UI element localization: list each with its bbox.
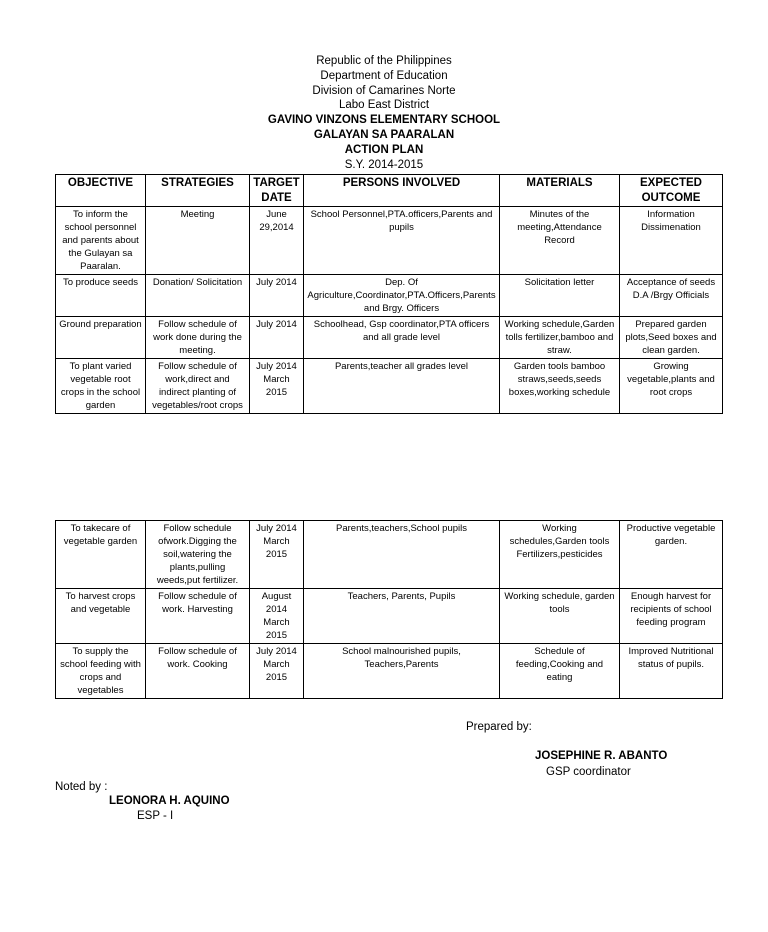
cell-target-date: July 2014 xyxy=(250,317,304,359)
cell-objective: To inform the school personnel and parents about the Gulayan sa Paaralan. xyxy=(56,207,146,275)
cell-persons-involved: School Personnel,PTA.officers,Parents and pupils xyxy=(304,207,500,275)
table-row xyxy=(56,359,723,414)
table-row xyxy=(56,589,723,644)
cell-expected-outcome: Improved Nutritional status of pupils. xyxy=(620,644,723,699)
action-plan-table-part2 xyxy=(55,520,723,699)
column-header-objective: OBJECTIVE xyxy=(56,175,146,207)
cell-expected-outcome: Information Dissimenation xyxy=(620,207,723,275)
column-header-persons-involved: PERSONS INVOLVED xyxy=(304,175,500,207)
school-year: S.Y. 2014-2015 xyxy=(344,158,424,171)
noter-name: LEONORA H. AQUINO xyxy=(109,795,230,807)
cell-strategies: Follow schedule of work. Harvesting xyxy=(146,589,250,644)
cell-persons-involved: Parents,teachers,School pupils xyxy=(304,521,500,589)
cell-persons-involved: Teachers, Parents, Pupils xyxy=(304,589,500,644)
cell-strategies: Follow schedule of work. Cooking xyxy=(146,644,250,699)
cell-target-date: June 29,2014 xyxy=(250,207,304,275)
noter-title: ESP - I xyxy=(137,810,174,822)
cell-persons-involved: Parents,teacher all grades level xyxy=(304,359,500,414)
cell-expected-outcome: Prepared garden plots,Seed boxes and clean garden. xyxy=(620,317,723,359)
cell-target-date: July 2014 xyxy=(250,275,304,317)
cell-materials: Schedule of feeding,Cooking and eating xyxy=(500,644,620,699)
cell-target-date: August 2014 March 2015 xyxy=(250,589,304,644)
cell-strategies: Follow schedule of work done during the meeting. xyxy=(146,317,250,359)
column-header-target-date: TARGET DATE xyxy=(250,175,304,207)
cell-target-date: July 2014 March 2015 xyxy=(250,521,304,589)
cell-objective: To harvest crops and vegetable xyxy=(56,589,146,644)
cell-objective: To takecare of vegetable garden xyxy=(56,521,146,589)
cell-persons-involved: School malnourished pupils, Teachers,Parents xyxy=(304,644,500,699)
cell-materials: Garden tools bamboo straws,seeds,seeds boxes,working schedule xyxy=(500,359,620,414)
table-header-row xyxy=(56,175,723,207)
cell-expected-outcome: Acceptance of seeds D.A /Brgy Officials xyxy=(620,275,723,317)
header-line-republic: Republic of the Philippines xyxy=(316,55,452,67)
header-line-department: Department of Education xyxy=(320,69,448,82)
action-plan-table-part1 xyxy=(55,174,723,414)
cell-expected-outcome: Enough harvest for recipients of school feeding program xyxy=(620,589,723,644)
cell-expected-outcome: Growing vegetable,plants and root crops xyxy=(620,359,723,414)
cell-target-date: July 2014 March 2015 xyxy=(250,644,304,699)
cell-strategies: Donation/ Solicitation xyxy=(146,275,250,317)
header-line-district: Labo East District xyxy=(338,99,430,112)
table-row xyxy=(56,644,723,699)
column-header-strategies: STRATEGIES xyxy=(146,175,250,207)
preparer-name: JOSEPHINE R. ABANTO xyxy=(535,750,668,762)
table-row xyxy=(56,317,723,359)
cell-target-date: July 2014 March 2015 xyxy=(250,359,304,414)
cell-strategies: Follow schedule of work,direct and indirect planting of vegetables/root crops xyxy=(146,359,250,414)
cell-materials: Minutes of the meeting,Attendance Record xyxy=(500,207,620,275)
cell-materials: Solicitation letter xyxy=(500,275,620,317)
column-header-expected-outcome: EXPECTED OUTCOME xyxy=(620,175,723,207)
program-name: GALAYAN SA PAARALAN xyxy=(313,128,455,141)
noted-by-label: Noted by : xyxy=(55,781,108,793)
preparer-title: GSP coordinator xyxy=(546,766,631,778)
column-header-materials: MATERIALS xyxy=(500,175,620,207)
cell-persons-involved: Schoolhead, Gsp coordinator,PTA officers and all grade level xyxy=(304,317,500,359)
cell-strategies: Meeting xyxy=(146,207,250,275)
prepared-by-label: Prepared by: xyxy=(466,721,532,733)
cell-objective: Ground preparation xyxy=(56,317,146,359)
document-title: ACTION PLAN xyxy=(344,143,424,156)
document-header xyxy=(0,54,768,172)
cell-materials: Working schedule,Garden tolls fertilizer,bamboo and straw. xyxy=(500,317,620,359)
cell-materials: Working schedule, garden tools xyxy=(500,589,620,644)
cell-persons-involved: Dep. Of Agriculture,Coordinator,PTA.Officers,Parents and Brgy. Officers xyxy=(304,275,500,317)
cell-objective: To plant varied vegetable root crops in the school garden xyxy=(56,359,146,414)
cell-expected-outcome: Productive vegetable garden. xyxy=(620,521,723,589)
table-row xyxy=(56,521,723,589)
school-name: GAVINO VINZONS ELEMENTARY SCHOOL xyxy=(267,114,501,127)
cell-materials: Working schedules,Garden tools Fertilizers,pesticides xyxy=(500,521,620,589)
cell-objective: To supply the school feeding with crops and vegetables xyxy=(56,644,146,699)
cell-objective: To produce seeds xyxy=(56,275,146,317)
header-line-division: Division of Camarines Norte xyxy=(312,84,456,97)
cell-strategies: Follow schedule ofwork.Digging the soil,watering the plants,pulling weeds,put fertilizer. xyxy=(146,521,250,589)
table-row xyxy=(56,207,723,275)
table-row xyxy=(56,275,723,317)
